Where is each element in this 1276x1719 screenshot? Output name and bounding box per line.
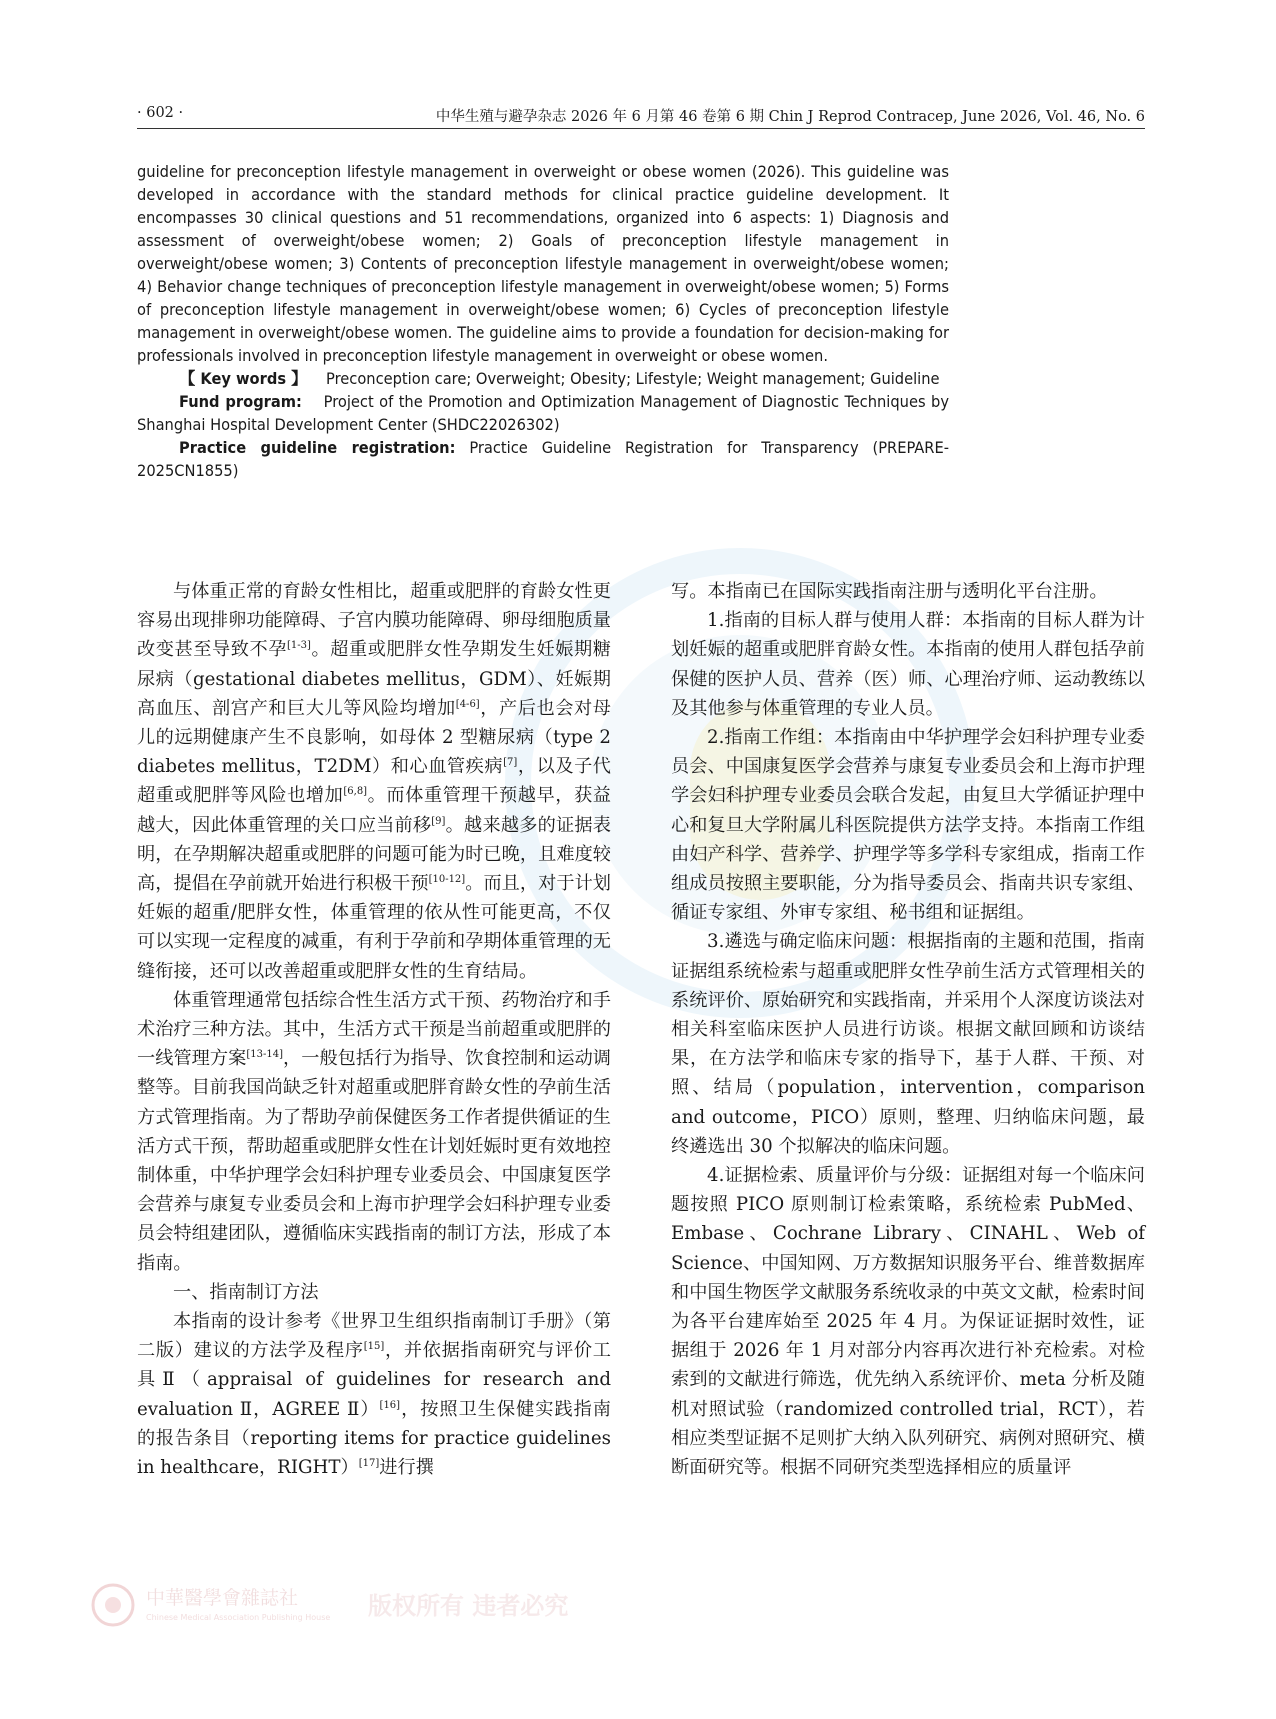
- citation[interactable]: [16]: [379, 1399, 401, 1411]
- registration-line: [137, 436, 949, 482]
- evidence-search-paragraph: 4.证据检索、质量评价与分级：证据组对每一个临床问题按照 PICO 原则制订检索策略，系统检索 PubMed、Embase、Cochrane Library、CINAHL、Web of Science、中国知网、万方数据知识服务平台、维普数据库和中国生物医学文献服务系统收录的中英文文献，检索时间为各平台建库始至 2025 年 4 月。为保证证据时效性，证据组于 2026 年 1 月对部分内容再次进行补充检索。对检索到的文献进行筛选，优先纳入系统评价、meta 分析及随机对照试验（randomized controlled trial，RCT），若相应类型证据不足则扩大纳入队列研究、病例对照研究、横断面研究等。根据不同研究类型选择相应的质量评: [671, 1165, 1145, 1479]
- intro-paragraph-2: 体重管理通常包括综合性生活方式干预、药物治疗和手术治疗三种方法。其中，生活方式干预是当前超重或肥胖的一线管理方案[13-14]，一般包括行为指导、饮食控制和运动调整等。目前我国尚缺乏针对超重或肥胖育龄女性的孕前生活方式管理指南。为了帮助孕前保健医务工作者提供循证的生活方式干预，帮助超重或肥胖女性在计划妊娠时更有效地控制体重，中华护理学会妇科护理专业委员会、中国康复医学会营养与康复专业委员会和上海市护理学会妇科护理专业委员会特组建团队，遵循临床实践指南的制订方法，形成了本指南。: [137, 989, 611, 1274]
- journal-citation: 中华生殖与避孕杂志 2026 年 6 月第 46 卷第 6 期 Chin J Reprod Contracep, June 2026, Vol. 46, No. 6: [435, 109, 1145, 125]
- publisher-logo-icon: [88, 1580, 608, 1630]
- running-header: [137, 102, 1145, 129]
- english-abstract: [137, 160, 949, 482]
- citation[interactable]: [17]: [358, 1458, 380, 1470]
- fund-text: Project of the Promotion and Optimization Management of Diagnostic Techniques by Shanghai Hospital Development Center (SHDC22026302): [137, 392, 949, 434]
- registration-text: Practice Guideline Registration for Transparency (PREPARE-2025CN1855): [137, 438, 949, 480]
- citation[interactable]: [1-3]: [287, 640, 311, 652]
- publisher-en-text: Chinese Medical Association Publishing House: [146, 1613, 331, 1622]
- page-number: · 602 ·: [137, 105, 184, 121]
- citation[interactable]: [9]: [431, 815, 446, 827]
- methods-paragraph: 本指南的设计参考《世界卫生组织指南制订手册》（第二版）建议的方法学及程序[15]，并依据指南研究与评价工具Ⅱ（appraisal of guidelines for research and evaluation Ⅱ，AGREE Ⅱ）[16]，按照卫生保健实践指南的报告条目（reporting items for practice guidelines in healthcare，RIGHT）[17]进行撰: [137, 1311, 611, 1479]
- fund-label: Fund program:: [179, 392, 302, 411]
- registration-paragraph: 写。本指南已在国际实践指南注册与透明化平台注册。: [671, 581, 1108, 602]
- citation[interactable]: [6,8]: [343, 786, 368, 798]
- citation[interactable]: [10-12]: [428, 873, 466, 885]
- registration-label: Practice guideline registration:: [179, 438, 456, 457]
- working-group-paragraph: 2.指南工作组：本指南由中华护理学会妇科护理专业委员会、中国康复医学会营养与康复专业委员会和上海市护理学会妇科护理专业委员会联合发起，由复旦大学循证护理中心和复旦大学附属儿科医院提供方法学支持。本指南工作组由妇产科学、营养学、护理学等多学科专家组成，指南工作组成员按照主要职能，分为指导委员会、指南共识专家组、循证专家组、外审专家组、秘书组和证据组。: [671, 727, 1145, 924]
- rights-text: 版权所有 违者必究: [368, 1592, 569, 1620]
- keywords-line: [137, 367, 949, 390]
- left-column: [137, 577, 611, 1482]
- citation[interactable]: [4-6]: [455, 698, 480, 710]
- citation[interactable]: [13-14]: [246, 1049, 283, 1061]
- keywords-text: Preconception care; Overweight; Obesity; Lifestyle; Weight management; Guideline: [326, 369, 940, 388]
- publisher-watermark: [88, 1580, 608, 1630]
- citation[interactable]: [7]: [503, 757, 518, 769]
- clinical-questions-paragraph: 3.遴选与确定临床问题：根据指南的主题和范围，指南证据组系统检索与超重或肥胖女性孕前生活方式管理相关的系统评价、原始研究和实践指南，并采用个人深度访谈法对相关科室临床医护人员进行访谈。根据文献回顾和访谈结果，在方法学和临床专家的指导下，基于人群、干预、对照、结局（population，intervention，comparison and outcome，PICO）原则，整理、归纳临床问题，最终遴选出 30 个拟解决的临床问题。: [671, 931, 1145, 1157]
- citation[interactable]: [15]: [363, 1341, 385, 1353]
- publisher-cn-text: 中華醫學會雜誌社: [146, 1587, 299, 1609]
- right-column: [671, 577, 1145, 1482]
- fund-line: [137, 390, 949, 436]
- section-heading: 一、指南制订方法: [173, 1281, 319, 1303]
- target-population-paragraph: 1.指南的目标人群与使用人群：本指南的目标人群为计划妊娠的超重或肥胖育龄女性。本指南的使用人群包括孕前保健的医护人员、营养（医）师、心理治疗师、运动教练以及其他参与体重管理的专业人员。: [671, 610, 1145, 719]
- intro-paragraph-1: 与体重正常的育龄女性相比，超重或肥胖的育龄女性更容易出现排卵功能障碍、子宫内膜功能障碍、卵母细胞质量改变甚至导致不孕[1-3]。超重或肥胖女性孕期发生妊娠期糖尿病（gestational diabetes mellitus，GDM）、妊娠期高血压、剖宫产和巨大儿等风险均增加[4-6]，产后也会对母儿的远期健康产生不良影响，如母体 2 型糖尿病（type 2 diabetes mellitus，T2DM）和心血管疾病[7]，以及子代超重或肥胖等风险也增加[6,8]。而体重管理干预越早，获益越大，因此体重管理的关口应当前移[9]。越来越多的证据表明，在孕期解决超重或肥胖的问题可能为时已晚，且难度较高，提倡在孕前就开始进行积极干预[10-12]。而且，对于计划妊娠的超重/肥胖女性，体重管理的依从性可能更高，不仅可以实现一定程度的减重，有利于孕前和孕期体重管理的无缝衔接，还可以改善超重或肥胖女性的生育结局。: [137, 581, 611, 982]
- keywords-label: 【 Key words 】: [179, 369, 308, 388]
- abstract-body: guideline for preconception lifestyle management in overweight or obese women (2026). This guideline was developed in accordance with the standard methods for clinical practice guideline development. It encompasses 30 clinical questions and 51 recommendations, organized into 6 aspects: 1) Diagnosis and assessment of overweight/obese women; 2) Goals of preconception lifestyle management in overweight/obese women; 3) Contents of preconception lifestyle management in overweight/obese women; 4) Behavior change techniques of preconception lifestyle management in overweight/obese women; 5) Forms of preconception lifestyle management in overweight/obese women; 6) Cycles of preconception lifestyle management in overweight/obese women. The guideline aims to provide a foundation for decision-making for professionals involved in preconception lifestyle management in overweight or obese women.: [137, 162, 949, 365]
